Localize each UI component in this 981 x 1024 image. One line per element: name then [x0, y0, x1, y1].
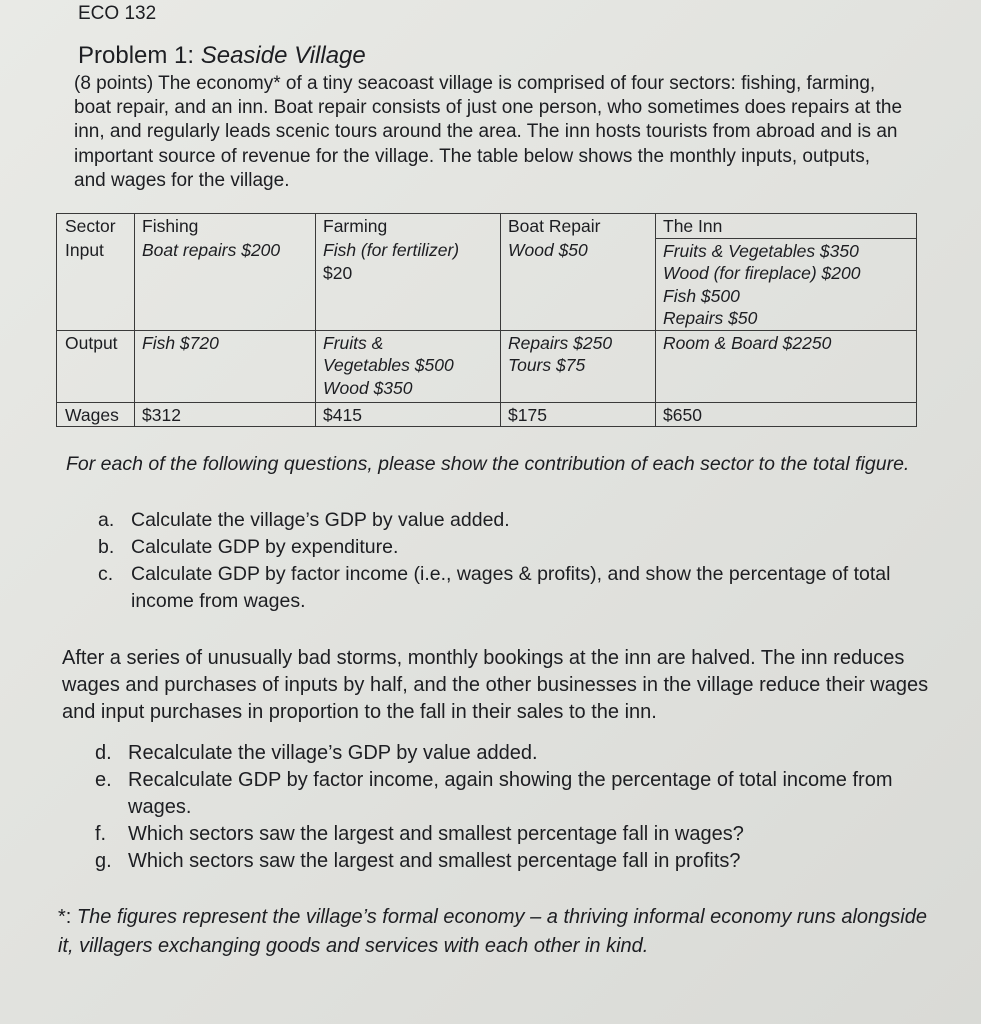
question-letter: b.: [98, 536, 115, 558]
input-inn-line: Fruits & Vegetables $350: [663, 240, 859, 261]
wages-inn: $650: [656, 402, 917, 427]
output-boat-repair-line: Repairs $250: [508, 332, 613, 353]
footnote-star: *:: [58, 906, 72, 928]
output-farming-line: Fruits &: [323, 332, 384, 353]
table-row-wages: [57, 402, 917, 427]
sector-boat-repair: Boat Repair: [501, 214, 656, 239]
row-label-input: Input: [57, 238, 135, 330]
question-item: [98, 534, 918, 561]
footnote: [58, 903, 928, 961]
question-letter: a.: [98, 509, 115, 531]
question-letter: f.: [95, 823, 107, 845]
question-letter: e.: [95, 769, 112, 791]
row-label-output: Output: [57, 330, 135, 402]
question-item: [98, 561, 918, 615]
intro-text: (8 points) The economy* of a tiny seacoast village is comprised of four sectors: fishing, farming, boat repair, and an inn. Boat repair consists of just one person, who sometimes does repairs at the inn, and regularly leads scenic tours around the area. The inn hosts tourists from abroad and is an important source of revenue for the village. The table below shows the monthly inputs, outputs, and wages for the village.: [74, 73, 903, 191]
question-item: [95, 821, 935, 848]
question-text: Recalculate the village’s GDP by value added.: [128, 742, 538, 764]
row-label-sector: Sector: [57, 214, 135, 239]
question-item: [95, 767, 935, 821]
question-text: Which sectors saw the largest and smallest percentage fall in profits?: [128, 850, 741, 872]
sector-fishing: Fishing: [135, 214, 316, 239]
question-item: [95, 740, 935, 767]
output-fishing-line: Fish $720: [142, 332, 219, 353]
input-farming-item: Fish (for fertilizer): [323, 240, 460, 260]
input-boat-repair-line: Wood $50: [508, 240, 588, 260]
question-text: Calculate the village’s GDP by value added.: [131, 509, 510, 531]
output-farming-line: Wood $350: [323, 377, 413, 398]
question-letter: c.: [98, 563, 114, 585]
problem-title-name: Seaside Village: [200, 42, 366, 69]
output-inn-line: Room & Board $2250: [663, 332, 832, 353]
input-farming-amount: $20: [323, 262, 353, 283]
problem-title-prefix: Problem 1:: [78, 42, 201, 69]
question-item: [98, 507, 918, 534]
question-letter: d.: [95, 742, 112, 764]
input-inn-line: Repairs $50: [663, 308, 758, 328]
table-row-sector: [57, 214, 917, 239]
output-farming: [316, 330, 501, 402]
footnote-text: The figures represent the village’s formal economy – a thriving informal economy runs alongside it, villagers exchanging goods and services with each other in kind.: [58, 906, 927, 957]
question-item: [95, 848, 935, 875]
table-row-input: [57, 238, 917, 330]
input-inn: [656, 238, 917, 330]
sector-inn: The Inn: [656, 214, 917, 239]
sector-farming: Farming: [316, 214, 501, 239]
problem-intro: [74, 72, 904, 193]
question-list-part2: [95, 740, 935, 875]
question-letter: g.: [95, 850, 112, 872]
output-boat-repair: [501, 330, 656, 402]
table-row-output: [57, 330, 917, 402]
input-inn-line: Fish $500: [663, 285, 740, 306]
problem-title: [78, 42, 366, 70]
question-list-part1: [98, 507, 918, 615]
wages-fishing: $312: [135, 402, 316, 427]
instructions: For each of the following questions, please show the contribution of each sector to the total figure.: [66, 453, 910, 475]
output-boat-repair-line: Tours $75: [508, 355, 586, 375]
input-fishing-line: Boat repairs $200: [142, 240, 281, 260]
input-boat-repair: [501, 238, 656, 330]
question-text: Which sectors saw the largest and smallest percentage fall in wages?: [128, 823, 744, 845]
scenario-paragraph: After a series of unusually bad storms, monthly bookings at the inn are halved. The inn reduces wages and purchases of inputs by half, and the other businesses in the village reduce their wages and input purchases in proportion to the fall in their sales to the inn.: [62, 647, 929, 723]
question-text: Calculate GDP by factor income (i.e., wages & profits), and show the percentage of total income from wages.: [131, 563, 891, 612]
wages-boat-repair: $175: [501, 402, 656, 427]
question-text: Recalculate GDP by factor income, again showing the percentage of total income from wages.: [128, 769, 893, 818]
wages-farming: $415: [316, 402, 501, 427]
input-farming: [316, 238, 501, 330]
village-data-table: [56, 213, 917, 427]
output-inn: [656, 330, 917, 402]
input-inn-line: Wood (for fireplace) $200: [663, 263, 861, 283]
output-farming-line: Vegetables $500: [323, 355, 454, 375]
question-text: Calculate GDP by expenditure.: [131, 536, 399, 558]
input-fishing: [135, 238, 316, 330]
course-code: ECO 132: [78, 3, 157, 24]
output-fishing: [135, 330, 316, 402]
row-label-wages: Wages: [57, 402, 135, 427]
